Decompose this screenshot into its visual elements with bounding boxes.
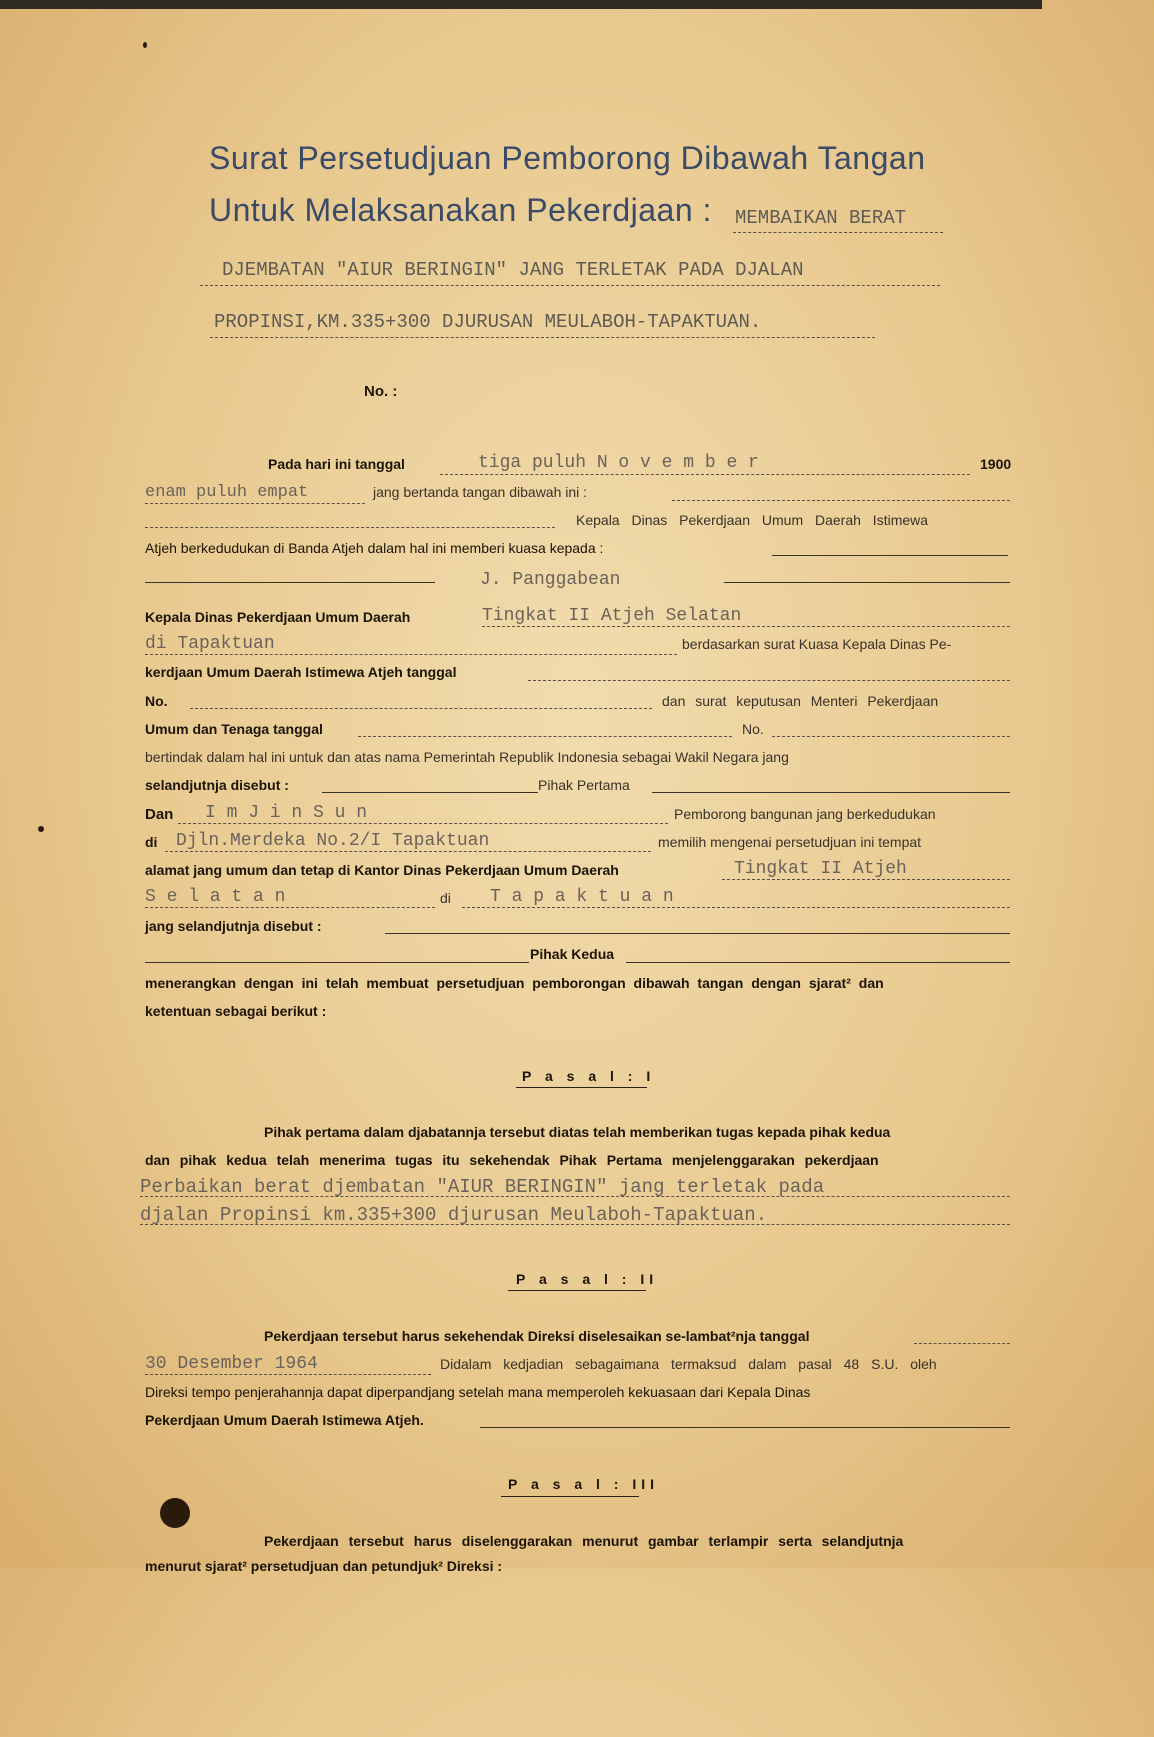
tanggal-typed: tiga puluh N o v e m b e r [478,453,759,473]
berdasarkan-label: berdasarkan surat Kuasa Kepala Dinas Pe- [682,636,952,652]
year-typed: enam puluh empat [145,483,309,502]
ink-stain [160,1498,190,1528]
dan-surat-label: dan surat keputusan Menteri Pekerdjaan [662,693,939,709]
tingkat-typed: Tingkat II Atjeh [734,859,907,879]
year-rule [145,503,365,504]
ink-dot [38,826,44,832]
pasal-3-line-1: Pekerdjaan tersebut harus diselenggarakan menurut gambar terlampir serta selandjutnja [264,1533,904,1549]
ketentuan-line: ketentuan sebagai berikut : [145,1003,327,1019]
kuasa-name: J. Panggabean [480,570,621,590]
page-top-edge [0,0,1042,9]
atjeh-rule [772,555,1008,556]
pasal-1-rule-2 [140,1224,1010,1225]
tapaktuan-rule [462,907,1010,908]
jang-selandjutnja-rule [385,933,1010,934]
dan-label: Dan [145,806,174,823]
pasal-2-line-1: Pekerdjaan tersebut harus sekehendak Direksi diselesaikan se-lambat²nja tanggal [264,1328,810,1344]
pasal-1-rule-1 [140,1196,1010,1197]
title-rule-2 [200,285,940,286]
pasal-3-underline [501,1496,639,1497]
pihak-kedua-label: Pihak Kedua [530,946,615,962]
pihak-pertama-rule-right [652,792,1010,793]
number-label: No. : [364,383,398,400]
title-line-2: Untuk Melaksanakan Pekerdjaan : [209,192,712,228]
pasal-1-line-2: dan pihak kedua telah menerima tugas itu sekehendak Pihak Pertama menjelenggarakan pekerdjaan [145,1152,879,1168]
kerdjaan-label: kerdjaan Umum Daerah Istimewa Atjeh tanggal [145,664,457,680]
title-rule-1 [733,232,943,233]
no2-label: No. [742,721,764,737]
title-typed-2: DJEMBATAN "AIUR BERINGIN" JANG TERLETAK PADA DJALAN [222,259,804,281]
kepala-daerah-label: Kepala Dinas Pekerdjaan Umum Daerah [145,609,411,625]
daerah-rule [482,626,1010,627]
bertindak-line: bertindak dalam hal ini untuk dan atas nama Pemerintah Republik Indonesia sebagai Wakil Negara jang [145,749,789,765]
pasal-1-typed-1: Perbaikan berat djembatan "AIUR BERINGIN" jang terletak pada [140,1176,825,1198]
jang-selandjutnja-label: jang selandjutnja disebut : [145,918,322,934]
pasal-1-underline [516,1087,647,1088]
pada-hari-label: Pada hari ini tanggal [268,456,405,472]
pasal-2-line-2: Didalam kedjadian sebagaimana termaksud dalam pasal 48 S.U. oleh [440,1356,937,1372]
title-typed-3: PROPINSI,KM.335+300 DJURUSAN MEULABOH-TAPAKTUAN. [214,311,762,333]
di-typed: di Tapaktuan [145,634,275,654]
daerah-typed: Tingkat II Atjeh Selatan [482,606,742,626]
pihak-pertama-label: Pihak Pertama [538,777,630,793]
pihak-pertama-rule [322,792,538,793]
kepala-rule [145,527,555,528]
pasal-1-line-1: Pihak pertama dalam djabatannja tersebut diatas telah memberikan tugas kepada pihak kedua [264,1124,891,1140]
pasal-3-line-2: menurut sjarat² persetudjuan dan petundjuk² Direksi : [145,1558,503,1574]
di-rule [145,654,677,655]
tapaktuan-typed: T a p a k t u a n [490,887,674,907]
pasal-1-heading: P a s a l : I [522,1068,656,1084]
title-typed-1: MEMBAIKAN BERAT [735,207,907,229]
kepala-line: Kepala Dinas Pekerdjaan Umum Daerah Istimewa [576,512,929,528]
umum-tenaga-label: Umum dan Tenaga tanggal [145,721,323,737]
selatan-rule [145,907,435,908]
kuasa-rule-left [145,582,435,583]
pasal-2-rule-4 [480,1427,1010,1428]
selatan-typed: S e l a t a n [145,887,286,907]
alamat-rule [165,851,651,852]
pasal-2-rule-1 [914,1343,1010,1344]
kerdjaan-rule [528,680,1010,681]
pemborong-typed: I m J i n S u n [205,803,368,823]
memilih-label: memilih mengenai persetudjuan ini tempat [658,834,922,850]
selandjutnja-label: selandjutnja disebut : [145,777,289,793]
pasal-2-underline [508,1290,646,1291]
di2-label: di [145,834,158,850]
pihak-kedua-rule-right [626,962,1010,963]
pemborong-label: Pemborong bangunan jang berkedudukan [674,806,936,822]
pasal-2-line-4: Pekerdjaan Umum Daerah Istimewa Atjeh. [145,1412,424,1428]
pihak-kedua-rule [145,962,529,963]
alamat-typed: Djln.Merdeka No.2/I Tapaktuan [176,831,490,851]
pasal-2-date-typed: 30 Desember 1964 [145,1354,318,1374]
pasal-3-heading: P a s a l : III [508,1476,660,1492]
atjeh-line: Atjeh berkedudukan di Banda Atjeh dalam hal ini memberi kuasa kepada : [145,540,604,556]
alamat-line: alamat jang umum dan tetap di Kantor Dinas Pekerdjaan Umum Daerah [145,862,619,878]
bertanda-label: jang bertanda tangan dibawah ini : [373,484,588,500]
menerangkan-line: menerangkan dengan ini telah membuat persetudjuan pemborongan dibawah tangan dengan sjarat² dan [145,975,884,991]
pasal-2-heading: P a s a l : II [516,1271,659,1287]
pasal-2-date-rule [145,1374,431,1375]
bertanda-rule [672,500,1010,501]
title-rule-3 [210,337,875,338]
tanggal-rule [440,474,970,475]
no-label: No. [145,693,168,709]
pemborong-rule [178,823,668,824]
no-rule [190,708,652,709]
umum-tenaga-rule [358,736,732,737]
pasal-2-line-3: Direksi tempo penjerahannja dapat diperpandjang setelah mana memperoleh kekuasaan dari Kepala Dinas [145,1384,811,1400]
pasal-1-typed-2: djalan Propinsi km.335+300 djurusan Meulaboh-Tapaktuan. [140,1204,768,1226]
tingkat-rule [722,879,1010,880]
di3-label: di [440,890,451,906]
ink-dot [143,42,147,48]
year-prefix: 1900 [980,456,1012,472]
no2-rule [772,736,1010,737]
title-line-1: Surat Persetudjuan Pemborong Dibawah Tangan [209,140,926,176]
kuasa-rule-right [724,582,1010,583]
